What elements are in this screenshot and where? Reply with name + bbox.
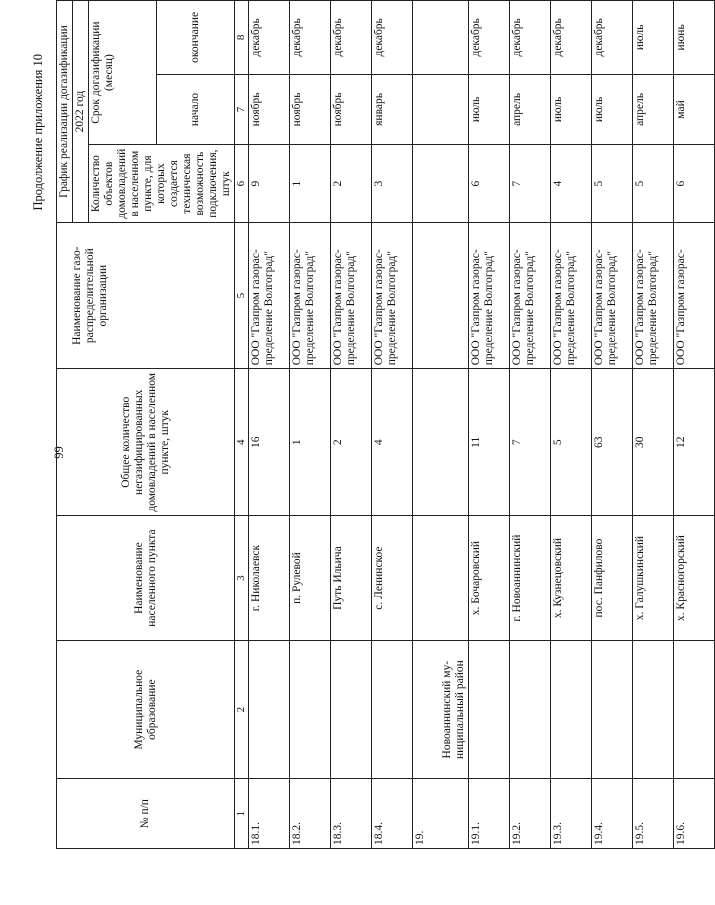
table-row xyxy=(633,1,674,849)
page-number: 99 xyxy=(52,446,66,459)
objects-cell: 2 xyxy=(331,145,372,223)
total-cell: 2 xyxy=(331,369,372,516)
settlement-cell: г. Николаевск xyxy=(249,516,290,641)
objects-cell: 5 xyxy=(592,145,633,223)
municipality-cell xyxy=(551,640,592,779)
column-number-cell: 8 xyxy=(235,1,249,75)
table-row xyxy=(592,1,633,849)
municipality-cell xyxy=(469,640,510,779)
end-month-cell: декабрь xyxy=(469,1,510,75)
total-cell: 12 xyxy=(674,369,715,516)
gdo-cell: ООО "Газпром газорас-пределение Волгоград" xyxy=(551,223,592,369)
appendix-title: Продолжение приложения 10 xyxy=(31,54,45,211)
row-num-cell: 19.1. xyxy=(469,779,510,849)
gdo-cell: ООО "Газпром газорас-пределение Волгоград" xyxy=(249,223,290,369)
header-year: 2022 год xyxy=(73,1,89,223)
start-month-cell: апрель xyxy=(633,74,674,144)
table-body xyxy=(249,1,715,849)
total-cell: 30 xyxy=(633,369,674,516)
start-month-cell xyxy=(413,74,469,144)
municipality-cell xyxy=(331,640,372,779)
total-cell: 1 xyxy=(290,369,331,516)
end-month-cell: декабрь xyxy=(331,1,372,75)
header-end: окончание xyxy=(157,1,235,75)
municipality-cell xyxy=(674,640,715,779)
table-row xyxy=(551,1,592,849)
municipality-cell xyxy=(290,640,331,779)
settlement-cell xyxy=(413,516,469,641)
end-month-cell: декабрь xyxy=(249,1,290,75)
gdo-cell: ООО "Газпром газорас-пределение Волгоград" xyxy=(372,223,413,369)
row-num-cell: 18.1. xyxy=(249,779,290,849)
row-num-cell: 18.3. xyxy=(331,779,372,849)
header-objects: Количество объектов домовладений в населенном пункте, для которых создается техническая возможность подключения, штук xyxy=(89,145,235,223)
objects-cell: 6 xyxy=(469,145,510,223)
end-month-cell: июнь xyxy=(674,1,715,75)
gdo-cell: ООО "Газпром газорас-пределение Волгоград" xyxy=(469,223,510,369)
total-cell: 16 xyxy=(249,369,290,516)
total-cell: 7 xyxy=(510,369,551,516)
column-number-cell: 3 xyxy=(235,516,249,641)
settlement-cell: х. Красногорский xyxy=(674,516,715,641)
header-settlement: Наименование населенного пункта xyxy=(57,516,235,641)
end-month-cell: июль xyxy=(633,1,674,75)
objects-cell: 3 xyxy=(372,145,413,223)
objects-cell: 1 xyxy=(290,145,331,223)
column-number-cell: 6 xyxy=(235,145,249,223)
start-month-cell: май xyxy=(674,74,715,144)
row-num-cell: 19.2. xyxy=(510,779,551,849)
total-cell: 5 xyxy=(551,369,592,516)
gdo-cell: ООО "Газпром газорас- xyxy=(674,223,715,369)
end-month-cell: декабрь xyxy=(510,1,551,75)
row-num-cell: 19. xyxy=(413,779,469,849)
municipality-cell xyxy=(592,640,633,779)
total-cell: 11 xyxy=(469,369,510,516)
row-num-cell: 19.5. xyxy=(633,779,674,849)
municipality-cell xyxy=(510,640,551,779)
end-month-cell: декабрь xyxy=(592,1,633,75)
table-row xyxy=(469,1,510,849)
header-gdo: Наименование газо-распределительной организации xyxy=(57,223,235,369)
total-cell xyxy=(413,369,469,516)
gdo-cell: ООО "Газпром газорас-пределение Волгоград" xyxy=(290,223,331,369)
gdo-cell: ООО "Газпром газорас-пределение Волгоград" xyxy=(592,223,633,369)
header-municipality: Муниципальное образование xyxy=(57,640,235,779)
objects-cell xyxy=(413,145,469,223)
objects-cell: 9 xyxy=(249,145,290,223)
table-row xyxy=(290,1,331,849)
table-row xyxy=(674,1,715,849)
row-num-cell: 19.3. xyxy=(551,779,592,849)
settlement-cell: х. Галушкинский xyxy=(633,516,674,641)
column-number-cell: 4 xyxy=(235,369,249,516)
end-month-cell: декабрь xyxy=(551,1,592,75)
gdo-cell: ООО "Газпром газорас-пределение Волгоград" xyxy=(510,223,551,369)
table-row xyxy=(249,1,290,849)
settlement-cell: х. Бочаровский xyxy=(469,516,510,641)
start-month-cell: ноябрь xyxy=(331,74,372,144)
header-start: начало xyxy=(157,74,235,144)
gdo-cell: ООО "Газпром газорас-пределение Волгоград" xyxy=(633,223,674,369)
start-month-cell: январь xyxy=(372,74,413,144)
municipality-cell xyxy=(372,640,413,779)
total-cell: 4 xyxy=(372,369,413,516)
header-schedule: График реализации догазификации xyxy=(57,1,73,223)
start-month-cell: июль xyxy=(592,74,633,144)
header-num: № п/п xyxy=(57,779,235,849)
municipality-cell xyxy=(633,640,674,779)
column-number-cell: 7 xyxy=(235,74,249,144)
municipality-cell: Новоаннинский му-ниципальный район xyxy=(413,640,469,779)
start-month-cell: июль xyxy=(551,74,592,144)
row-num-cell: 18.4. xyxy=(372,779,413,849)
row-num-cell: 18.2. xyxy=(290,779,331,849)
column-number-cell: 1 xyxy=(235,779,249,849)
header-total: Общее количество негазифицированных домовладений в населенном пункте, штук xyxy=(57,369,235,516)
header-term: Срок догазификации (месяц) xyxy=(89,1,157,145)
total-cell: 63 xyxy=(592,369,633,516)
settlement-cell: х. Кузнецовский xyxy=(551,516,592,641)
row-num-cell: 19.4. xyxy=(592,779,633,849)
settlement-cell: г. Новоаннинский xyxy=(510,516,551,641)
settlement-cell: с. Ленинское xyxy=(372,516,413,641)
objects-cell: 6 xyxy=(674,145,715,223)
gdo-cell xyxy=(413,223,469,369)
end-month-cell xyxy=(413,1,469,75)
municipality-cell xyxy=(249,640,290,779)
table-row xyxy=(331,1,372,849)
table-row xyxy=(372,1,413,849)
column-number-row xyxy=(235,1,249,849)
column-number-cell: 5 xyxy=(235,223,249,369)
start-month-cell: апрель xyxy=(510,74,551,144)
settlement-cell: Путь Ильича xyxy=(331,516,372,641)
objects-cell: 5 xyxy=(633,145,674,223)
dogasification-table xyxy=(56,0,715,849)
end-month-cell: декабрь xyxy=(290,1,331,75)
end-month-cell: декабрь xyxy=(372,1,413,75)
column-number-cell: 2 xyxy=(235,640,249,779)
objects-cell: 4 xyxy=(551,145,592,223)
start-month-cell: июль xyxy=(469,74,510,144)
gdo-cell: ООО "Газпром газорас-пределение Волгоград" xyxy=(331,223,372,369)
start-month-cell: ноябрь xyxy=(249,74,290,144)
settlement-cell: пос. Панфилово xyxy=(592,516,633,641)
row-num-cell: 19.6. xyxy=(674,779,715,849)
settlement-cell: п. Рулевой xyxy=(290,516,331,641)
objects-cell: 7 xyxy=(510,145,551,223)
start-month-cell: ноябрь xyxy=(290,74,331,144)
table-row xyxy=(413,1,469,849)
table-row xyxy=(510,1,551,849)
